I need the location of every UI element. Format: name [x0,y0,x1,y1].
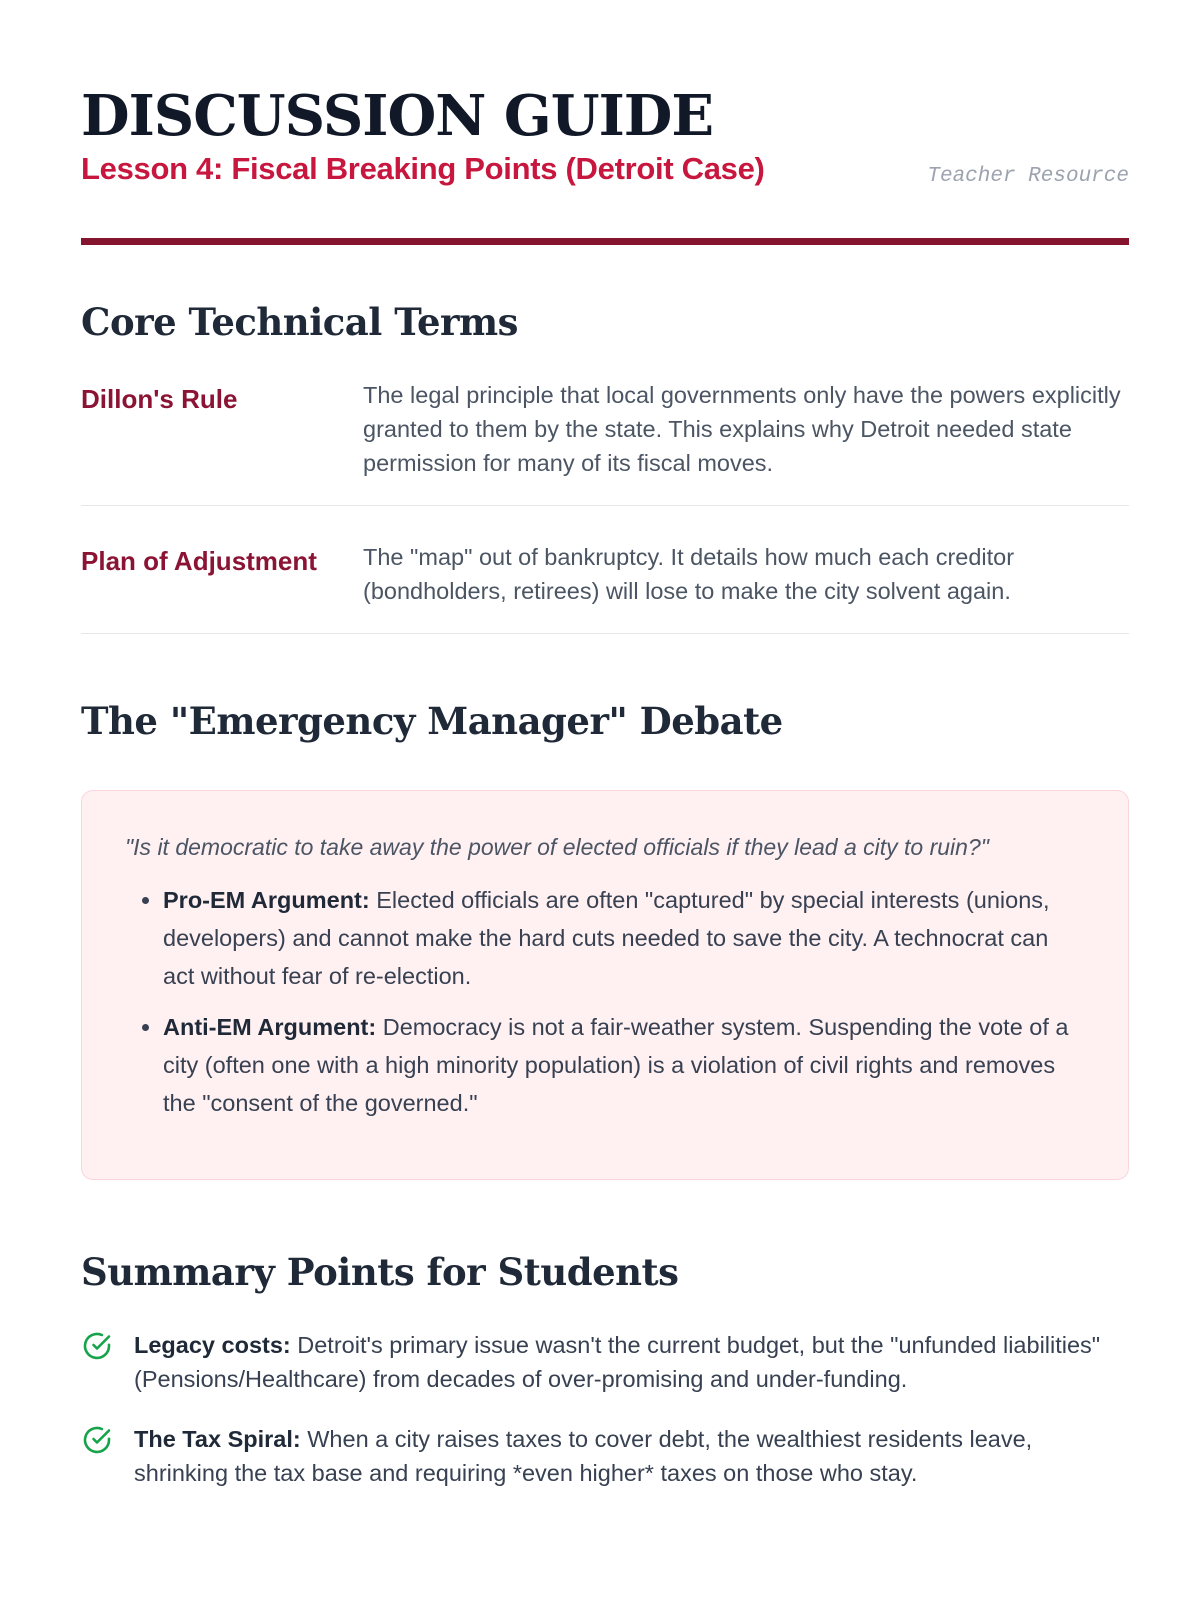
summary-point-body: Detroit's primary issue wasn't the current budget, but the "unfunded liabilities" (Pensions/Healthcare) from decades of over-promising and under-funding. [134,1332,1101,1392]
debate-question: "Is it democratic to take away the power of elected officials if they lead a city to ruin?" [125,834,989,860]
term-row [81,370,1129,506]
terms-section-heading: Core Technical Terms [81,300,518,344]
argument-list [125,881,1084,1122]
term-definition: The "map" out of bankruptcy. It details how much each creditor (bondholders, retirees) will lose to make the city solvent again. [363,544,1015,604]
lesson-subtitle: Lesson 4: Fiscal Breaking Points (Detroit Case) [81,151,765,186]
argument-text: Elected officials are often "captured" by special interests (unions, developers) and cannot make the hard cuts needed to save the city. A technocrat can act without fear of re-election. [163,887,1050,989]
summary-section-heading: Summary Points for Students [81,1250,679,1294]
argument-item [163,881,1084,995]
summary-point-text [134,1328,1129,1396]
argument-item [163,1008,1084,1122]
term-name: Dillon's Rule [81,384,238,414]
summary-point [81,1328,1129,1396]
page-header [81,0,1129,245]
terms-list [81,370,1129,660]
summary-point-label: Legacy costs: [134,1332,291,1358]
argument-label: Anti-EM Argument: [163,1014,377,1040]
summary-point-text [134,1422,1129,1490]
debate-box [81,790,1129,1180]
debate-section-heading: The "Emergency Manager" Debate [81,699,783,743]
check-circle-icon [81,1328,134,1396]
teacher-resource-tag: Teacher Resource [927,165,1129,188]
page-title: DISCUSSION GUIDE [81,83,714,149]
summary-point-body: When a city raises taxes to cover debt, the wealthiest residents leave, shrinking the tax base and requiring *even higher* taxes on those who stay. [134,1426,1033,1486]
summary-point-label: The Tax Spiral: [134,1426,301,1452]
summary-point [81,1422,1129,1490]
discussion-guide-page [81,0,1129,1486]
term-name: Plan of Adjustment [81,546,317,576]
term-row [81,532,1129,634]
summary-list [81,1328,1129,1516]
check-circle-icon [81,1422,134,1490]
argument-label: Pro-EM Argument: [163,887,370,913]
term-definition: The legal principle that local governments only have the powers explicitly granted to them by the state. This explains why Detroit needed state permission for many of its fiscal moves. [363,382,1121,476]
argument-text: Democracy is not a fair-weather system. Suspending the vote of a city (often one with a high minority population) is a violation of civil rights and removes the "consent of the governed." [163,1014,1069,1116]
